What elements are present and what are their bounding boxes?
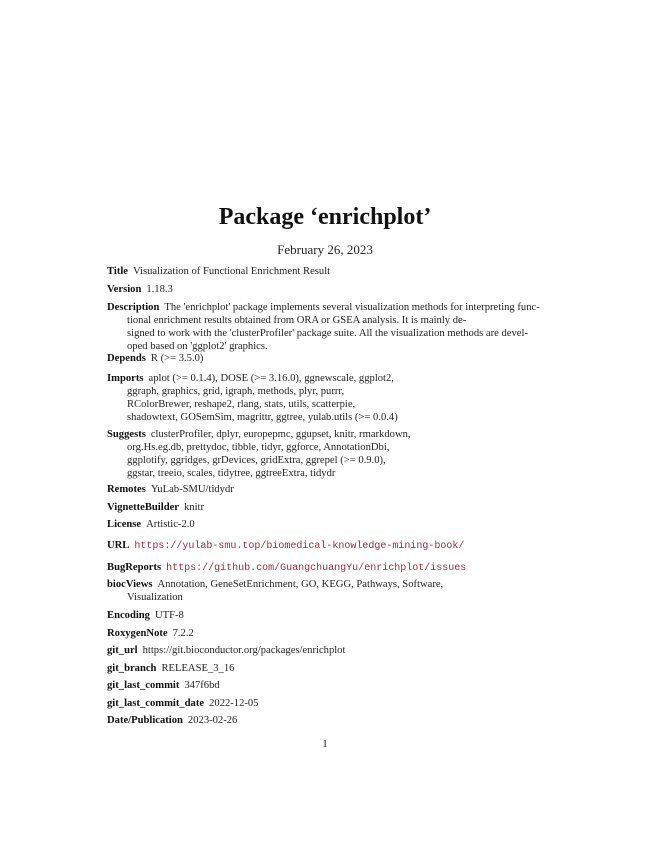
field-suggests — [107, 428, 547, 480]
field-line: clusterProfiler, dplyr, europepmc, ggupset, knitr, rmarkdown, — [150, 429, 411, 440]
field-title — [107, 265, 547, 278]
field-line: Visualization — [127, 592, 183, 603]
page-number: 1 — [322, 738, 328, 750]
field-date-publication — [107, 714, 547, 727]
field-label: git_branch — [107, 663, 157, 674]
field-label: Title — [107, 266, 128, 277]
field-label: Imports — [107, 373, 144, 384]
field-git-last-commit-date — [107, 697, 547, 710]
field-line: signed to work with the 'clusterProfiler' package suite. All the visualization methods are devel- — [127, 328, 528, 339]
field-value: YuLab-SMU/tidydr — [150, 484, 234, 495]
field-value: knitr — [184, 502, 205, 513]
field-line: aplot (>= 0.1.4), DOSE (>= 3.16.0), ggnewscale, ggplot2, — [148, 373, 394, 384]
field-biocviews — [107, 578, 547, 604]
field-value: 347f6bd — [184, 680, 220, 691]
field-line: oped based on 'ggplot2' graphics. — [127, 341, 268, 352]
field-label: biocViews — [107, 579, 153, 590]
field-label: License — [107, 519, 142, 530]
field-value: Visualization of Functional Enrichment Result — [133, 266, 331, 277]
field-label: Encoding — [107, 610, 150, 621]
field-label: URL — [107, 540, 130, 551]
field-line: shadowtext, GOSemSim, magrittr, ggtree, yulab.utils (>= 0.0.4) — [127, 412, 398, 423]
field-value: UTF-8 — [154, 610, 184, 621]
field-value: RELEASE_3_16 — [161, 663, 235, 674]
field-vignette-builder — [107, 501, 547, 514]
field-line: RColorBrewer, reshape2, rlang, stats, utils, scatterpie, — [127, 399, 356, 410]
bug-reports-link[interactable]: https://github.com/GuangchuangYu/enrichplot/issues — [166, 563, 467, 574]
field-label: BugReports — [107, 562, 162, 573]
field-git-branch — [107, 662, 547, 675]
field-version — [107, 283, 547, 296]
field-license — [107, 518, 547, 531]
field-imports — [107, 372, 547, 424]
field-remotes — [107, 483, 547, 496]
field-label: git_last_commit — [107, 680, 180, 691]
field-depends — [107, 352, 547, 365]
field-git-url — [107, 644, 547, 657]
field-line: Annotation, GeneSetEnrichment, GO, KEGG, Pathways, Software, — [157, 579, 444, 590]
field-label: Description — [107, 302, 160, 313]
field-value: R (>= 3.5.0) — [150, 353, 204, 364]
url-link[interactable]: https://yulab-smu.top/biomedical-knowledge-mining-book/ — [134, 541, 465, 552]
field-value: Artistic-2.0 — [146, 519, 195, 530]
field-label: RoxygenNote — [107, 628, 168, 639]
field-git-last-commit — [107, 679, 547, 692]
field-value: 2023-02-26 — [187, 715, 238, 726]
field-url — [107, 539, 547, 553]
field-label: Date/Publication — [107, 715, 183, 726]
field-description — [107, 301, 547, 353]
field-value: 1.18.3 — [146, 284, 173, 295]
field-line: org.Hs.eg.db, prettydoc, tibble, tidyr, ggforce, AnnotationDbi, — [127, 442, 390, 453]
field-label: Depends — [107, 353, 146, 364]
field-label: Remotes — [107, 484, 146, 495]
field-roxygen-note — [107, 627, 547, 640]
field-line: ggraph, graphics, grid, igraph, methods, plyr, purrr, — [127, 386, 345, 397]
field-label: git_url — [107, 645, 138, 656]
date: February 26, 2023 — [277, 242, 373, 257]
field-label: Version — [107, 284, 142, 295]
field-line: ggplotify, ggridges, grDevices, gridExtra, ggrepel (>= 0.9.0), — [127, 455, 386, 466]
page-title: Package ‘enrichplot’ — [218, 204, 432, 230]
field-line: The 'enrichplot' package implements several visualization methods for interpreting func- — [164, 302, 540, 313]
field-label: VignetteBuilder — [107, 502, 179, 513]
field-label: Suggests — [107, 429, 146, 440]
field-value: https://git.bioconductor.org/packages/enrichplot — [142, 645, 346, 656]
field-line: ggstar, treeio, scales, tidytree, ggtreeExtra, tidydr — [127, 468, 336, 479]
field-encoding — [107, 609, 547, 622]
field-bug-reports — [107, 561, 547, 575]
field-value: 2022-12-05 — [209, 698, 259, 709]
field-value: 7.2.2 — [172, 628, 194, 639]
field-label: git_last_commit_date — [107, 698, 205, 709]
field-line: tional enrichment results obtained from ORA or GSEA analysis. It is mainly de- — [127, 315, 467, 326]
